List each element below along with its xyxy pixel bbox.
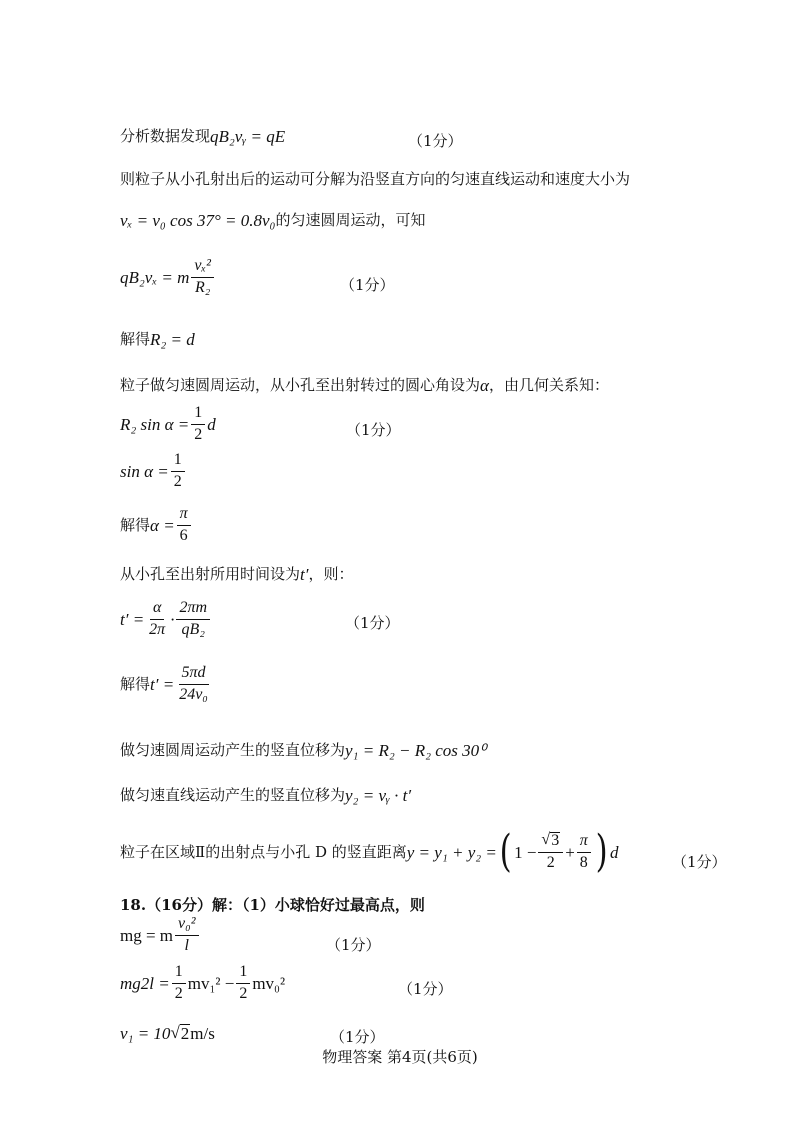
fraction: [146, 600, 168, 639]
line-text: 则粒子从小孔射出后的运动可分解为沿竖直方向的匀速直线运动和速度大小为: [120, 170, 631, 188]
denominator: 2: [174, 984, 183, 1002]
line-text: 的匀速圆周运动，可知: [275, 211, 426, 229]
numerator: 1: [171, 452, 185, 472]
fraction: [577, 833, 591, 872]
line-solve-time: [120, 665, 213, 704]
formula-lhs: mg2l =: [120, 973, 170, 993]
numerator: 5πd: [179, 665, 209, 685]
line-data-analysis: [120, 128, 285, 145]
score-label: （1分）: [330, 1028, 385, 1046]
right-paren: ): [595, 826, 608, 877]
score-label: （1分）: [398, 980, 453, 998]
line-energy-conservation: [120, 964, 285, 1003]
fraction: [538, 832, 563, 872]
formula-lhs: y = y₁ + y₂ =: [406, 842, 497, 862]
sqrt-symbol: √ 3: [541, 831, 560, 850]
question-18-heading: [120, 898, 425, 913]
numerator: [538, 832, 563, 853]
formula-term: mv₁² −: [187, 973, 235, 993]
line-text: 解得: [120, 515, 151, 534]
denominator: 2: [546, 854, 555, 871]
line-motion-decomposition: [120, 172, 630, 187]
line-text: ，则：: [308, 565, 354, 583]
line-time-formula: [120, 600, 212, 639]
formula: v₁ = 10: [120, 1023, 171, 1043]
denominator: 2π: [149, 620, 166, 638]
numerator: π: [577, 833, 591, 853]
formula: R₂ = d: [150, 330, 195, 349]
line-text: 做匀速直线运动产生的竖直位移为: [120, 786, 346, 804]
numerator: 1: [191, 405, 205, 425]
formula-tail: d: [207, 414, 216, 434]
denominator: 2: [194, 425, 203, 443]
sqrt-symbol: √ 2: [170, 1023, 190, 1043]
line-geometry: [120, 405, 216, 444]
score-label: （1分）: [326, 936, 381, 954]
formula-lhs: qB₂vₓ = m: [120, 267, 190, 287]
line-linear-displacement: [120, 787, 411, 804]
denominator: qB₂: [181, 620, 205, 638]
line-sin-alpha: [120, 452, 187, 491]
line-text: 从小孔至出射所用时间设为: [120, 565, 301, 583]
formula: y₁ = R₂ − R₂ cos 30⁰: [345, 741, 486, 760]
denominator: l: [184, 936, 189, 954]
formula-lhs: sin α =: [120, 461, 169, 481]
line-text: 18.（16分）解：（1）小球恰好过最高点，则: [120, 896, 425, 914]
numerator: v₀²: [175, 916, 198, 936]
plus-operator: +: [565, 842, 575, 862]
numerator: 2πm: [176, 600, 210, 620]
radicand: 3: [551, 832, 560, 850]
fraction: [191, 258, 213, 297]
formula: y₂ = vᵧ · t′: [345, 786, 412, 805]
line-central-angle: [120, 377, 609, 394]
line-text: 解得: [120, 330, 151, 348]
line-text: 粒子做匀速圆周运动，从小孔至出射转过的圆心角设为: [120, 376, 481, 394]
formula-one: 1 −: [514, 842, 537, 862]
page-footer: 物理答案 第4页(共6页): [322, 1048, 478, 1066]
denominator: 8: [579, 853, 588, 871]
score-label: （1分）: [408, 132, 463, 150]
line-top-point: [120, 916, 201, 955]
numerator: α: [150, 600, 164, 620]
formula-lhs: t′ =: [120, 609, 145, 629]
line-text: 粒子在区域Ⅱ的出射点与小孔 D 的竖直距离: [120, 842, 407, 861]
time-symbol: t′: [300, 565, 309, 584]
fraction: [177, 506, 191, 545]
line-lorentz-force: [120, 258, 216, 297]
fraction: [236, 964, 250, 1003]
formula: qB₂vᵧ = qE: [210, 127, 286, 146]
line-solve-alpha: [120, 506, 193, 545]
formula-lhs: mg = m: [120, 925, 174, 945]
fraction: [172, 964, 186, 1003]
line-circular-displacement: [120, 742, 486, 759]
dot-operator: ·: [170, 609, 175, 629]
formula-lhs: R₂ sin α =: [120, 414, 190, 434]
line-text: 解得: [120, 674, 151, 693]
numerator: 1: [236, 964, 250, 984]
fraction: [191, 405, 205, 444]
formula-lhs: α =: [150, 515, 175, 535]
formula-tail: d: [609, 842, 619, 862]
score-label: （1分）: [672, 853, 727, 871]
fraction: [175, 916, 198, 955]
denominator: 2: [173, 472, 182, 490]
denominator: R₂: [194, 278, 211, 296]
fraction: [171, 452, 185, 491]
score-label: （1分）: [346, 421, 401, 439]
denominator: 6: [179, 526, 188, 544]
score-label: （1分）: [345, 614, 400, 632]
formula: vₓ = v₀ cos 37° = 0.8v₀: [120, 211, 276, 230]
fraction: [176, 665, 211, 704]
denominator: 24v₀: [179, 685, 208, 703]
denominator: 2: [239, 984, 248, 1002]
line-time-definition: [120, 566, 353, 583]
formula-lhs: t′ =: [150, 674, 175, 694]
numerator: 1: [172, 964, 186, 984]
line-solve-r2: [120, 331, 195, 348]
fraction: [176, 600, 210, 639]
score-label: （1分）: [340, 276, 395, 294]
numerator: π: [177, 506, 191, 526]
line-v1-result: [120, 1024, 215, 1042]
formula-term: mv₀²: [252, 973, 286, 993]
line-vx: [120, 212, 425, 229]
line-total-distance: [120, 826, 619, 877]
line-text: ，由几何关系知：: [488, 376, 609, 394]
line-text: 做匀速圆周运动产生的竖直位移为: [120, 741, 346, 759]
numerator: vₓ²: [191, 258, 213, 278]
left-paren: (: [499, 826, 512, 877]
alpha-symbol: α: [480, 376, 489, 395]
radicand: 2: [180, 1024, 190, 1043]
line-text: 分析数据发现: [120, 127, 211, 145]
unit: m/s: [190, 1023, 215, 1043]
